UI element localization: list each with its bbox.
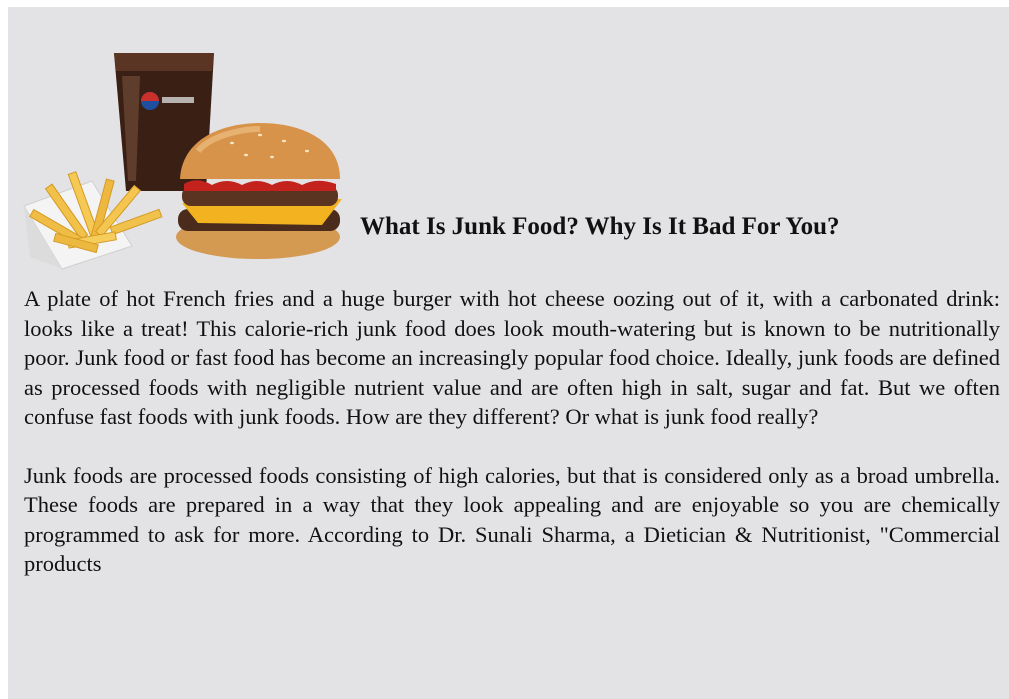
page-title: What Is Junk Food? Why Is It Bad For You? bbox=[360, 213, 840, 240]
article-page bbox=[8, 7, 1009, 699]
article-body bbox=[24, 284, 1000, 608]
paragraph: A plate of hot French fries and a huge burger with hot cheese oozing out of it, with a carbonated drink: looks like a treat! This calorie-rich junk food does look mouth-watering but is known to be nutritionally poor. Junk food or fast food has become an increasingly popular food choice. Ideally, junk foods are defined as processed foods with negligible nutrient value and are often high in salt, sugar and fat. But we often confuse fast foods with junk foods. How are they different? Or what is junk food really? bbox=[24, 286, 1000, 429]
burger-fries-soda-icon bbox=[22, 31, 352, 271]
paragraph: Junk foods are processed foods consisting of high calories, but that is considered only as a broad umbrella. These foods are prepared in a way that they look appealing and are enjoyable so you are chemically programmed to ask for more. According to Dr. Sunali Sharma, a Dietician & Nutritionist, "Commercial products bbox=[24, 462, 1000, 576]
